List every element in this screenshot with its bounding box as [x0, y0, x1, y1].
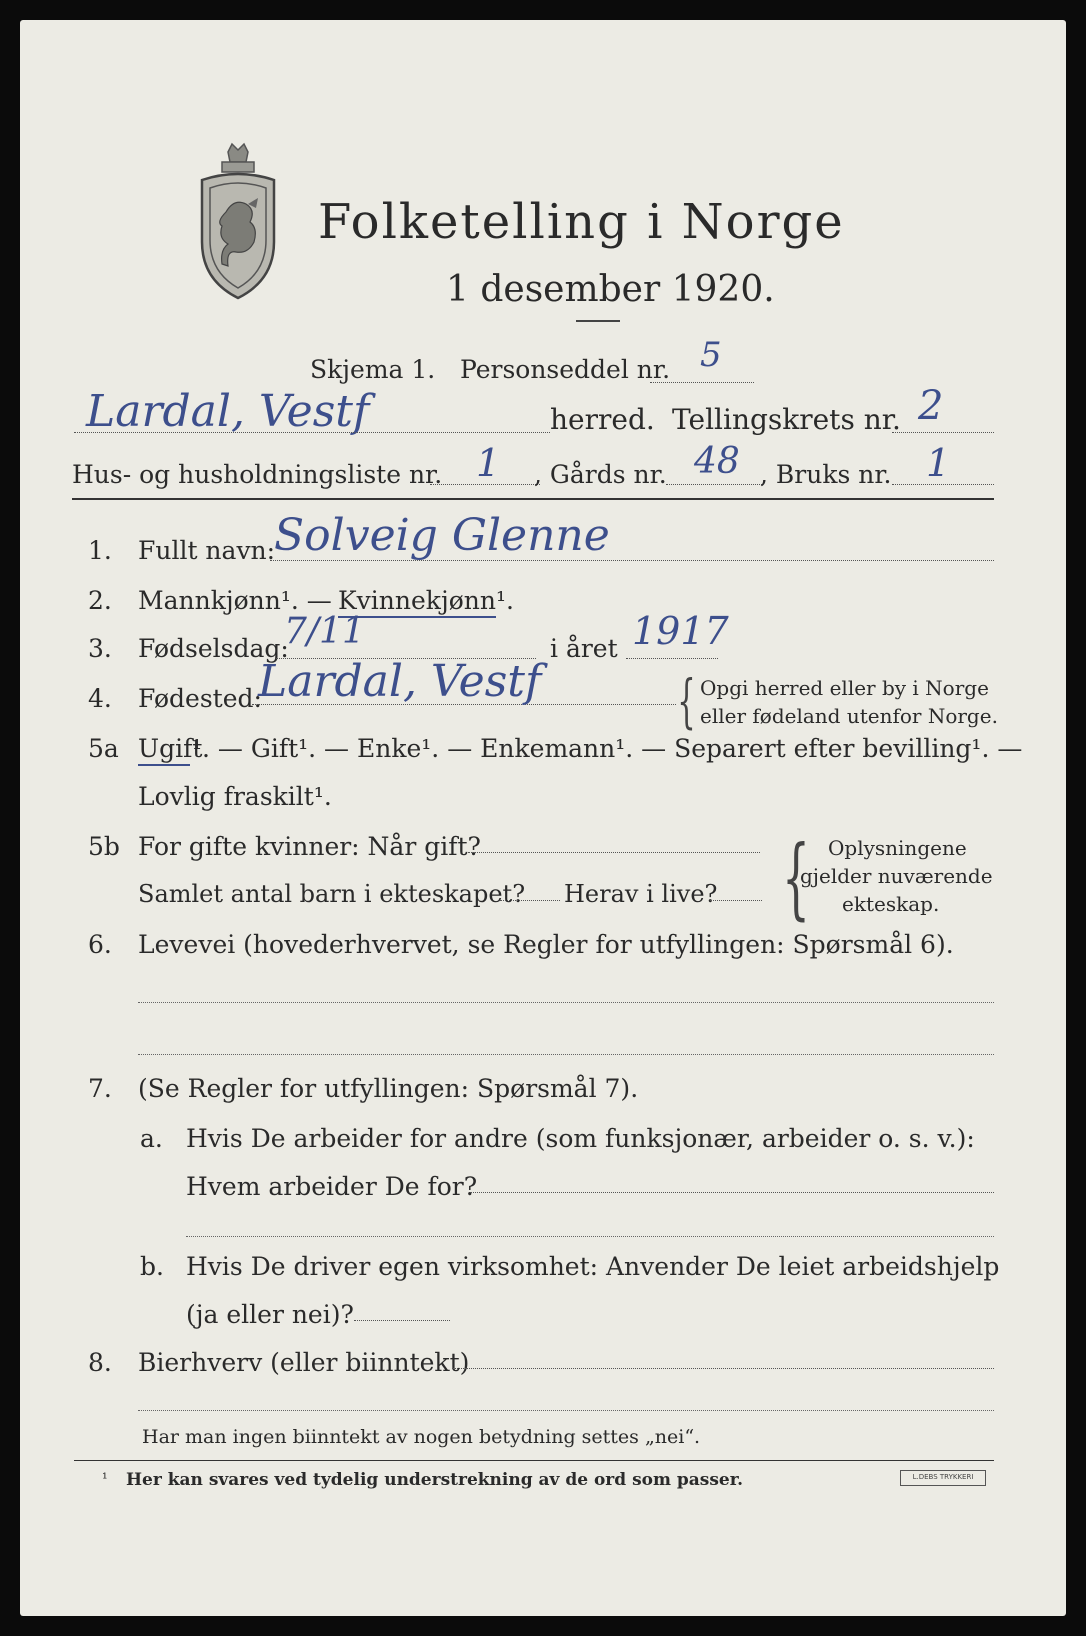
q6-answer-line2: [138, 1054, 994, 1055]
footnote-mark: ¹: [102, 1471, 108, 1487]
q5b-children-line: [500, 900, 560, 901]
herred-value: Lardal, Vestf: [86, 386, 370, 437]
tellingskrets-label: Tellingskrets nr.: [672, 403, 901, 436]
q5a-ugift-underline: [138, 764, 190, 766]
q8-answer-line: [452, 1368, 994, 1369]
q1-value: Solveig Glenne: [274, 510, 610, 561]
bruks-label: , Bruks nr.: [760, 460, 892, 489]
q5a-ugift: Ugift: [138, 734, 203, 763]
q8-label: Bierhverv (eller biinntekt): [138, 1348, 470, 1377]
q7a-answer-line2: [186, 1236, 994, 1237]
herred-label: herred.: [550, 403, 655, 436]
q1-number: 1.: [88, 536, 112, 565]
q5b-note-line1: Oplysningene: [828, 836, 967, 860]
header-separator: [72, 498, 994, 500]
q4-note-line2: eller fødeland utenfor Norge.: [700, 704, 998, 728]
q7b-line2: (ja eller nei)?: [186, 1300, 354, 1329]
skjema-label: Skjema 1.: [310, 355, 436, 384]
q5a-number: 5a: [88, 734, 119, 763]
personseddel-value: 5: [700, 335, 722, 375]
tellingskrets-value: 2: [918, 383, 944, 429]
personseddel-line: [650, 382, 754, 383]
q7b-letter: b.: [140, 1252, 164, 1281]
q8-number: 8.: [88, 1348, 112, 1377]
title-divider: [576, 320, 620, 322]
q3-value: 7/11: [284, 611, 365, 652]
hus-label: Hus- og husholdningsliste nr.: [72, 460, 443, 489]
norwegian-coat-of-arms-icon: [192, 142, 284, 302]
footnote-text: Her kan svares ved tydelig understrekning av de ord som passer.: [126, 1470, 744, 1490]
q7a-letter: a.: [140, 1124, 163, 1153]
q4-note-line1: Opgi herred eller by i Norge: [700, 676, 989, 700]
q4-note-brace: {: [677, 667, 696, 735]
bruks-value: 1: [926, 441, 951, 485]
q3-label: Fødselsdag:: [138, 634, 289, 663]
footnote-separator: [74, 1460, 994, 1461]
q5b-children-label: Samlet antal barn i ekteskapet?: [138, 880, 526, 908]
footer-note: Har man ingen biinntekt av nogen betydning settes „nei“.: [142, 1426, 701, 1448]
q2-male: Mannkjønn¹. —: [138, 586, 332, 615]
q2-female: Kvinnekjønn¹.: [338, 586, 514, 615]
q3-year-value: 1917: [632, 609, 729, 653]
printer-stamp: [900, 1470, 986, 1486]
q3-number: 3.: [88, 634, 112, 663]
herred-line: [74, 432, 550, 433]
q4-label: Fødested:: [138, 684, 262, 713]
census-date: 1 desember 1920.: [446, 269, 775, 310]
q3-year-label: i året: [550, 634, 618, 663]
q5b-note-line3: ekteskap.: [842, 892, 940, 916]
q5b-note-line2: gjelder nuværende: [800, 864, 993, 888]
form-title: Folketelling i Norge: [318, 194, 845, 250]
q5b-alive-label: Herav i live?: [564, 880, 718, 908]
q7a-line2: Hvem arbeider De for?: [186, 1172, 478, 1201]
printer-stamp-text: L.DEBS TRYKKERI: [912, 1473, 974, 1481]
q5b-line1: For gifte kvinner: Når gift?: [138, 832, 481, 861]
q6-answer-line1: [138, 1002, 994, 1003]
q4-number: 4.: [88, 684, 112, 713]
q5b-number: 5b: [88, 832, 120, 861]
q7b-line1: Hvis De driver egen virksomhet: Anvender De leiet arbeidshjelp: [186, 1252, 1000, 1281]
q7b-answer-line: [354, 1320, 450, 1321]
q5a-options: ¹. — Gift¹. — Enke¹. — Enkemann¹. — Separert efter bevilling¹. —: [192, 734, 1023, 763]
q8-answer-line2: [138, 1410, 994, 1411]
q5a-line2: Lovlig fraskilt¹.: [138, 782, 332, 811]
q5b-note-brace: {: [782, 826, 810, 929]
q7a-answer-line: [470, 1192, 994, 1193]
census-form-page: [20, 20, 1066, 1616]
q6-label: Levevei (hovederhvervet, se Regler for utfyllingen: Spørsmål 6).: [138, 930, 954, 959]
hus-value: 1: [476, 441, 501, 485]
q5b-alive-line: [710, 900, 762, 901]
q7a-line1: Hvis De arbeider for andre (som funksjonær, arbeider o. s. v.):: [186, 1124, 975, 1153]
q7-number: 7.: [88, 1074, 112, 1103]
q7-label: (Se Regler for utfyllingen: Spørsmål 7).: [138, 1074, 639, 1103]
q5b-married-line: [468, 852, 760, 853]
gards-label: , Gårds nr.: [534, 460, 667, 489]
q2-number: 2.: [88, 586, 112, 615]
tellingskrets-line: [892, 432, 994, 433]
q1-label: Fullt navn:: [138, 536, 276, 565]
q6-number: 6.: [88, 930, 112, 959]
gards-value: 48: [694, 441, 740, 482]
q3-year-line: [626, 658, 718, 659]
gards-line: [666, 484, 762, 485]
q4-value: Lardal, Vestf: [258, 656, 542, 707]
personseddel-label: Personseddel nr.: [460, 355, 671, 384]
